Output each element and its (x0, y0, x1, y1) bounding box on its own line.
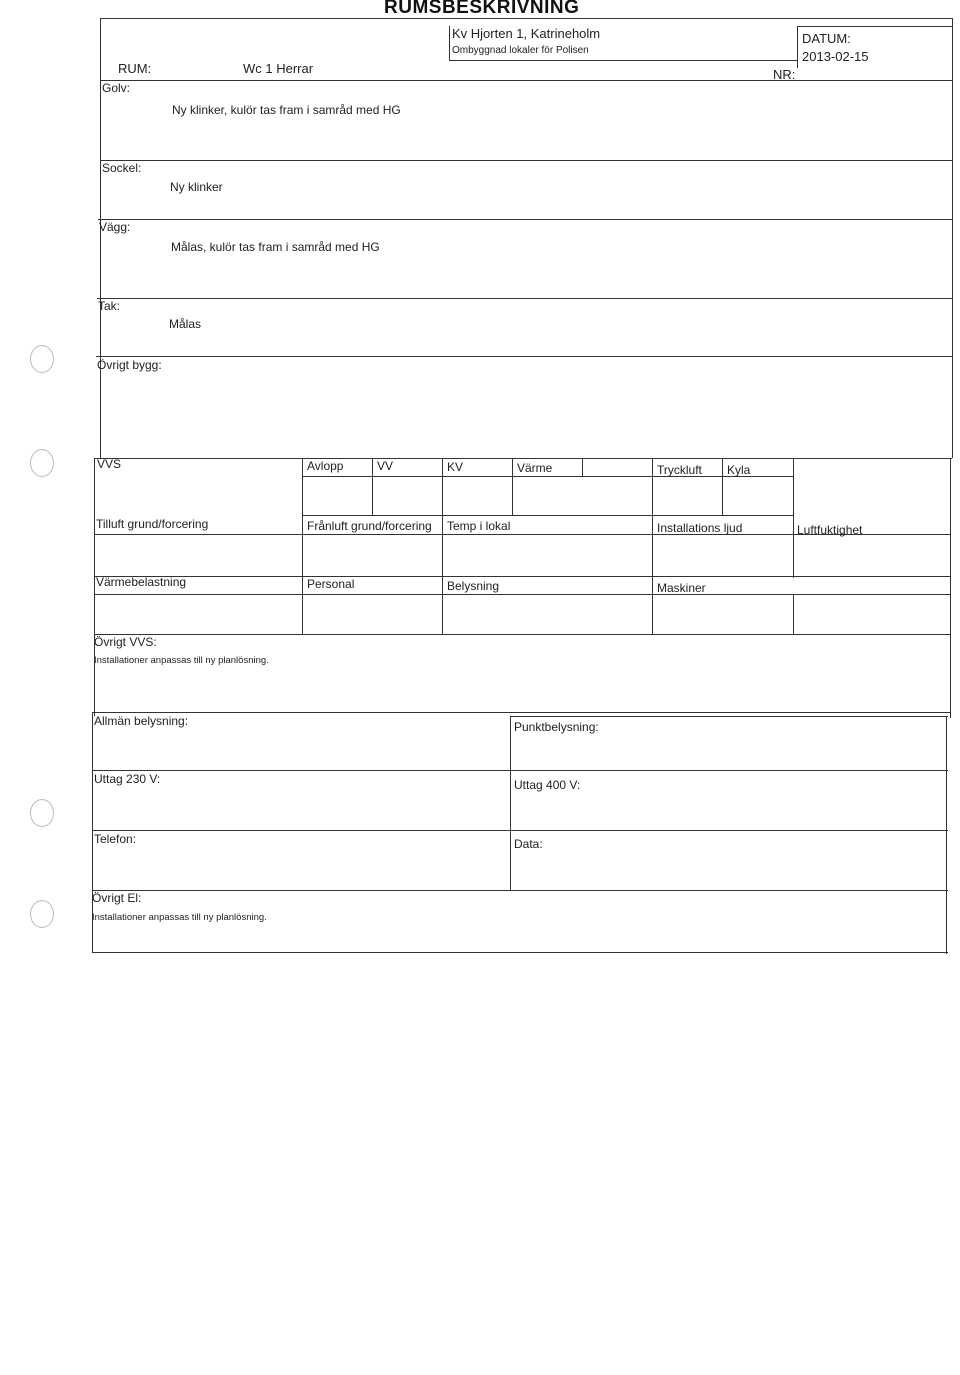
tak-value: Målas (169, 317, 202, 331)
tak-rule (97, 298, 952, 299)
vvs-row3-bottom (94, 634, 950, 635)
vvs-right-border (950, 458, 951, 718)
datum-label: DATUM: (802, 31, 851, 46)
golv-label: Golv: (102, 81, 131, 95)
vvs-personal-label: Personal (307, 577, 355, 591)
datum-value: 2013-02-15 (802, 49, 869, 64)
el-top-rule (92, 712, 950, 713)
el-bottom-rule (92, 952, 948, 953)
header-bottom-rule (100, 80, 952, 81)
vvs-varme-label: Värme (517, 461, 553, 475)
ovrigt-el-label: Övrigt El: (92, 891, 142, 905)
header-datum-rule (797, 26, 952, 27)
rum-value: Wc 1 Herrar (243, 61, 314, 76)
vvs-row1-div-5 (582, 458, 583, 476)
rum-label: RUM: (118, 61, 152, 76)
vvs-row1-div-4 (512, 458, 513, 516)
header-top-rule (100, 18, 952, 19)
vvs-row2-div-3 (652, 516, 653, 578)
header-project-rule (449, 60, 797, 61)
project-subtitle: Ombyggnad lokaler för Polisen (452, 45, 589, 56)
vvs-label: VVS (97, 457, 122, 471)
vvs-avlopp-label: Avlopp (307, 459, 344, 473)
vvs-row1-div-7 (722, 458, 723, 516)
vvs-row1-top (302, 476, 793, 477)
tak-label: Tak: (98, 299, 121, 313)
vvs-belysning-label: Belysning (447, 579, 500, 593)
vvs-row1-bottom (302, 515, 793, 516)
el-right-border (946, 716, 947, 954)
nr-label: NR: (773, 67, 796, 82)
data-label: Data: (514, 837, 543, 851)
uttag-400-label: Uttag 400 V: (514, 778, 581, 792)
form-title: RUMSBESKRIVNING (384, 0, 580, 18)
vvs-left-border (94, 458, 95, 716)
vvs-row2-bottom (94, 576, 950, 577)
ovrigt-bygg-label: Övrigt bygg: (97, 358, 162, 372)
vvs-franluft-label: Frånluft grund/forcering (307, 519, 432, 533)
vvs-kyla-label: Kyla (727, 463, 751, 477)
punktbelysning-label: Punktbelysning: (514, 720, 599, 734)
form-right-border (952, 18, 953, 458)
punch-hole-4 (30, 900, 54, 928)
allman-belysning-label: Allmän belysning: (94, 714, 189, 728)
golv-value: Ny klinker, kulör tas fram i samråd med HG (172, 103, 401, 117)
vvs-row3-div-4 (793, 594, 794, 634)
sockel-value: Ny klinker (170, 180, 223, 194)
punch-hole-3 (30, 799, 54, 827)
el-middle-divider (510, 716, 511, 890)
vvs-row3-top (94, 594, 950, 595)
vvs-row2-div-1 (302, 516, 303, 578)
ovrigt-el-value: Installationer anpassas till ny planlösning. (92, 912, 267, 923)
ovrigt-vvs-value: Installationer anpassas till ny planlösning. (94, 655, 269, 666)
vvs-row2-div-4 (793, 516, 794, 578)
vvs-tilluft-label: Tilluft grund/forcering (96, 517, 209, 531)
sockel-rule (100, 160, 952, 161)
el-row1-top (510, 716, 948, 717)
el-row3-rule (92, 830, 948, 831)
vvs-row1-div-6 (652, 458, 653, 516)
ovrigt-vvs-label: Övrigt VVS: (94, 635, 157, 649)
el-row2-rule (92, 770, 948, 771)
vvs-varmebelastning-label: Värmebelastning (96, 575, 187, 589)
vvs-row1-div-8 (793, 458, 794, 516)
vvs-row3-div-2 (442, 576, 443, 634)
vvs-kv-label: KV (447, 460, 464, 474)
vvs-top-rule (94, 458, 952, 459)
form-left-border (100, 18, 101, 458)
header-datum-divider (797, 26, 798, 68)
uttag-230-label: Uttag 230 V: (94, 772, 161, 786)
vvs-temp-label: Temp i lokal (447, 519, 511, 533)
vvs-tryckluft-label: Tryckluft (657, 463, 702, 477)
vvs-luftfuktighet-label: Luftfuktighet (797, 523, 863, 537)
punch-hole-2 (30, 449, 54, 477)
vvs-vv-label: VV (377, 459, 394, 473)
vvs-row1-div-2 (372, 458, 373, 516)
vvs-row3-div-1 (302, 576, 303, 634)
ovrigt-bygg-rule (96, 356, 952, 357)
vagg-rule (98, 219, 952, 220)
punch-hole-1 (30, 345, 54, 373)
vvs-ljud-label: Installations ljud (657, 521, 743, 535)
vvs-row1-div-1 (302, 458, 303, 516)
project-name: Kv Hjorten 1, Katrineholm (452, 26, 601, 41)
vvs-row3-div-3 (652, 576, 653, 634)
header-project-divider (449, 26, 450, 60)
vvs-row1-div-3 (442, 458, 443, 516)
vagg-label: Vägg: (99, 220, 131, 234)
vvs-row2-div-2 (442, 516, 443, 578)
vvs-maskiner-label: Maskiner (657, 581, 706, 595)
vagg-value: Målas, kulör tas fram i samråd med HG (171, 240, 380, 254)
telefon-label: Telefon: (94, 832, 137, 846)
sockel-label: Sockel: (102, 161, 142, 175)
el-row4-rule (92, 890, 948, 891)
